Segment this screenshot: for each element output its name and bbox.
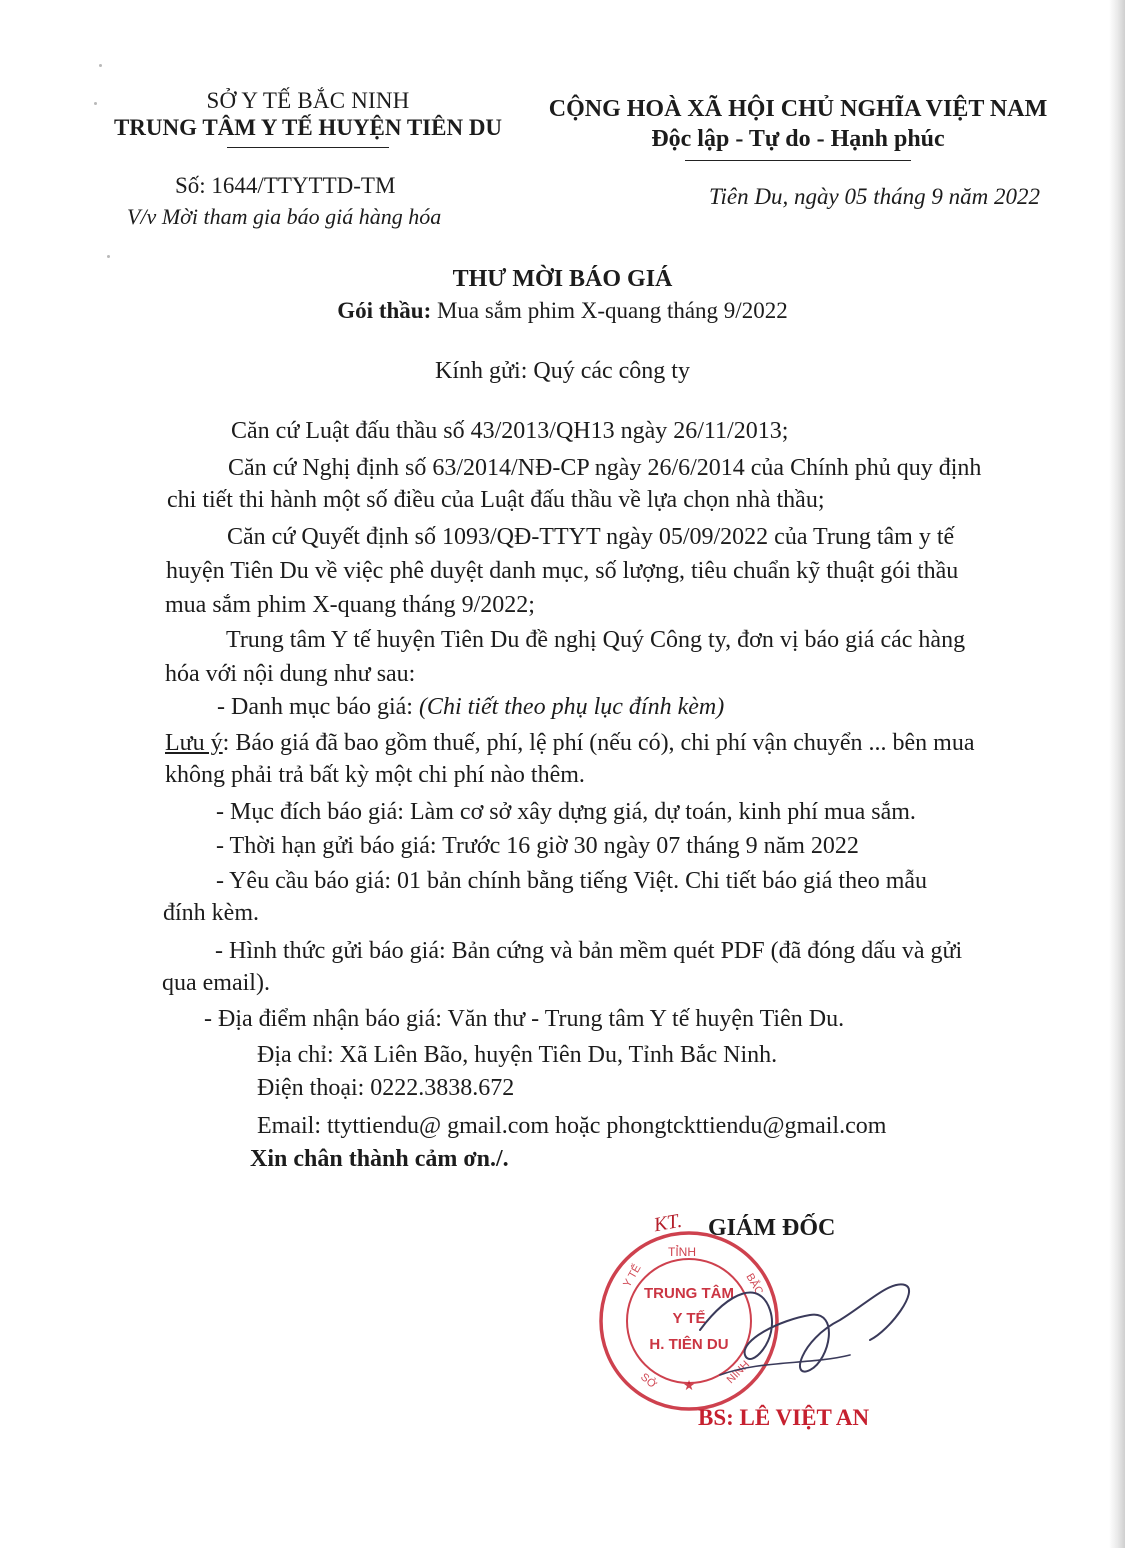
svg-text:SỞ: SỞ [638,1371,659,1392]
request-line-a: Trung tâm Y tế huyện Tiên Du đề nghị Quý Công ty, đơn vị báo giá các hàng [226,627,966,653]
document-subject: V/v Mời tham gia báo giá hàng hóa [127,204,442,229]
svg-text:NINH: NINH [724,1358,753,1387]
package-line [0,298,1125,324]
scan-edge-shadow [1109,0,1125,1548]
note-label: Lưu ý [165,730,223,756]
recipient-line: Kính gửi: Quý các công ty [435,358,690,384]
item-list-line [217,694,724,721]
closing-thanks: Xin chân thành cảm ơn./. [250,1146,509,1172]
agency-name: SỞ Y TẾ BẮC NINH [206,88,410,113]
note-text-a: : Báo giá đã bao gồm thuế, phí, lệ phí (nếu có), chi phí vận chuyển ... bên mua [222,730,975,756]
address-line: Địa chỉ: Xã Liên Bão, huyện Tiên Du, Tỉnh Bắc Ninh. [257,1042,778,1068]
package-value: Mua sắm phim X-quang tháng 9/2022 [431,298,788,323]
basis-line-2a: Căn cứ Nghị định số 63/2014/NĐ-CP ngày 26/6/2014 của Chính phủ quy định [228,455,982,481]
svg-text:BẮC: BẮC [743,1271,766,1298]
signatory-title: GIÁM ĐỐC [708,1215,836,1241]
organization-name: TRUNG TÂM Y TẾ HUYỆN TIÊN DU [113,115,503,140]
signatory-name: BS: LÊ VIỆT AN [698,1405,870,1430]
nation-name: CỘNG HOÀ XÃ HỘI CHỦ NGHĨA VIỆT NAM [548,96,1048,122]
basis-line-1: Căn cứ Luật đấu thầu số 43/2013/QH13 ngày 26/11/2013; [231,418,789,444]
location-line: - Địa điểm nhận báo giá: Văn thư - Trung tâm Y tế huyện Tiên Du. [204,1006,845,1032]
scan-speck [99,64,102,67]
note-line-b: không phải trả bất kỳ một chi phí nào thêm. [165,762,585,788]
basis-line-3a: Căn cứ Quyết định số 1093/QĐ-TTYT ngày 05/09/2022 của Trung tâm y tế [227,524,955,550]
svg-text:TRUNG TÂM: TRUNG TÂM [644,1285,734,1302]
motto-underline [685,160,911,161]
svg-text:TỈNH: TỈNH [668,1245,696,1259]
document-number: Số: 1644/TTYTTD-TM [175,173,396,198]
item-list-label: - Danh mục báo giá: [217,694,419,720]
note-line-a [165,730,974,757]
national-header [538,96,1058,161]
item-list-value: (Chi tiết theo phụ lục đính kèm) [418,694,725,720]
basis-line-3b: huyện Tiên Du về việc phê duyệt danh mục, số lượng, tiêu chuẩn kỹ thuật gói thầu [166,558,959,584]
svg-text:Y TẾ: Y TẾ [621,1262,644,1290]
svg-text:H. TIÊN DU: H. TIÊN DU [649,1336,729,1353]
purpose-line: - Mục đích báo giá: Làm cơ sở xây dựng giá, dự toán, kinh phí mua sắm. [216,799,916,825]
request-line-b: hóa với nội dung như sau: [165,661,416,687]
phone-line: Điện thoại: 0222.3838.672 [257,1075,515,1101]
kt-handwritten-mark: KT. [652,1209,684,1237]
requirement-line-b: đính kèm. [163,900,259,926]
document-title: THƯ MỜI BÁO GIÁ [452,266,673,292]
national-motto: Độc lập - Tự do - Hạnh phúc [651,126,945,152]
svg-text:Y TẾ: Y TẾ [672,1310,706,1327]
email-line: Email: ttyttiendu@ gmail.com hoặc phongtckttiendu@gmail.com [257,1113,887,1139]
deadline-line: - Thời hạn gửi báo giá: Trước 16 giờ 30 ngày 07 tháng 9 năm 2022 [216,833,859,859]
handwritten-signature [690,1260,930,1400]
basis-line-3c: mua sắm phim X-quang tháng 9/2022; [165,592,535,618]
package-label: Gói thầu: [337,298,432,323]
svg-text:★: ★ [682,1377,696,1393]
scan-speck [107,255,110,258]
requirement-line-a: - Yêu cầu báo giá: 01 bản chính bằng tiếng Việt. Chi tiết báo giá theo mẫu [216,868,928,894]
basis-line-2b: chi tiết thi hành một số điều của Luật đấu thầu về lựa chọn nhà thầu; [167,487,825,513]
method-line-b: qua email). [162,970,270,996]
issuer-header [88,88,528,148]
method-line-a: - Hình thức gửi báo giá: Bản cứng và bản mềm quét PDF (đã đóng dấu và gửi [215,938,963,964]
issuer-underline [227,147,389,148]
place-and-date: Tiên Du, ngày 05 tháng 9 năm 2022 [709,184,1040,209]
